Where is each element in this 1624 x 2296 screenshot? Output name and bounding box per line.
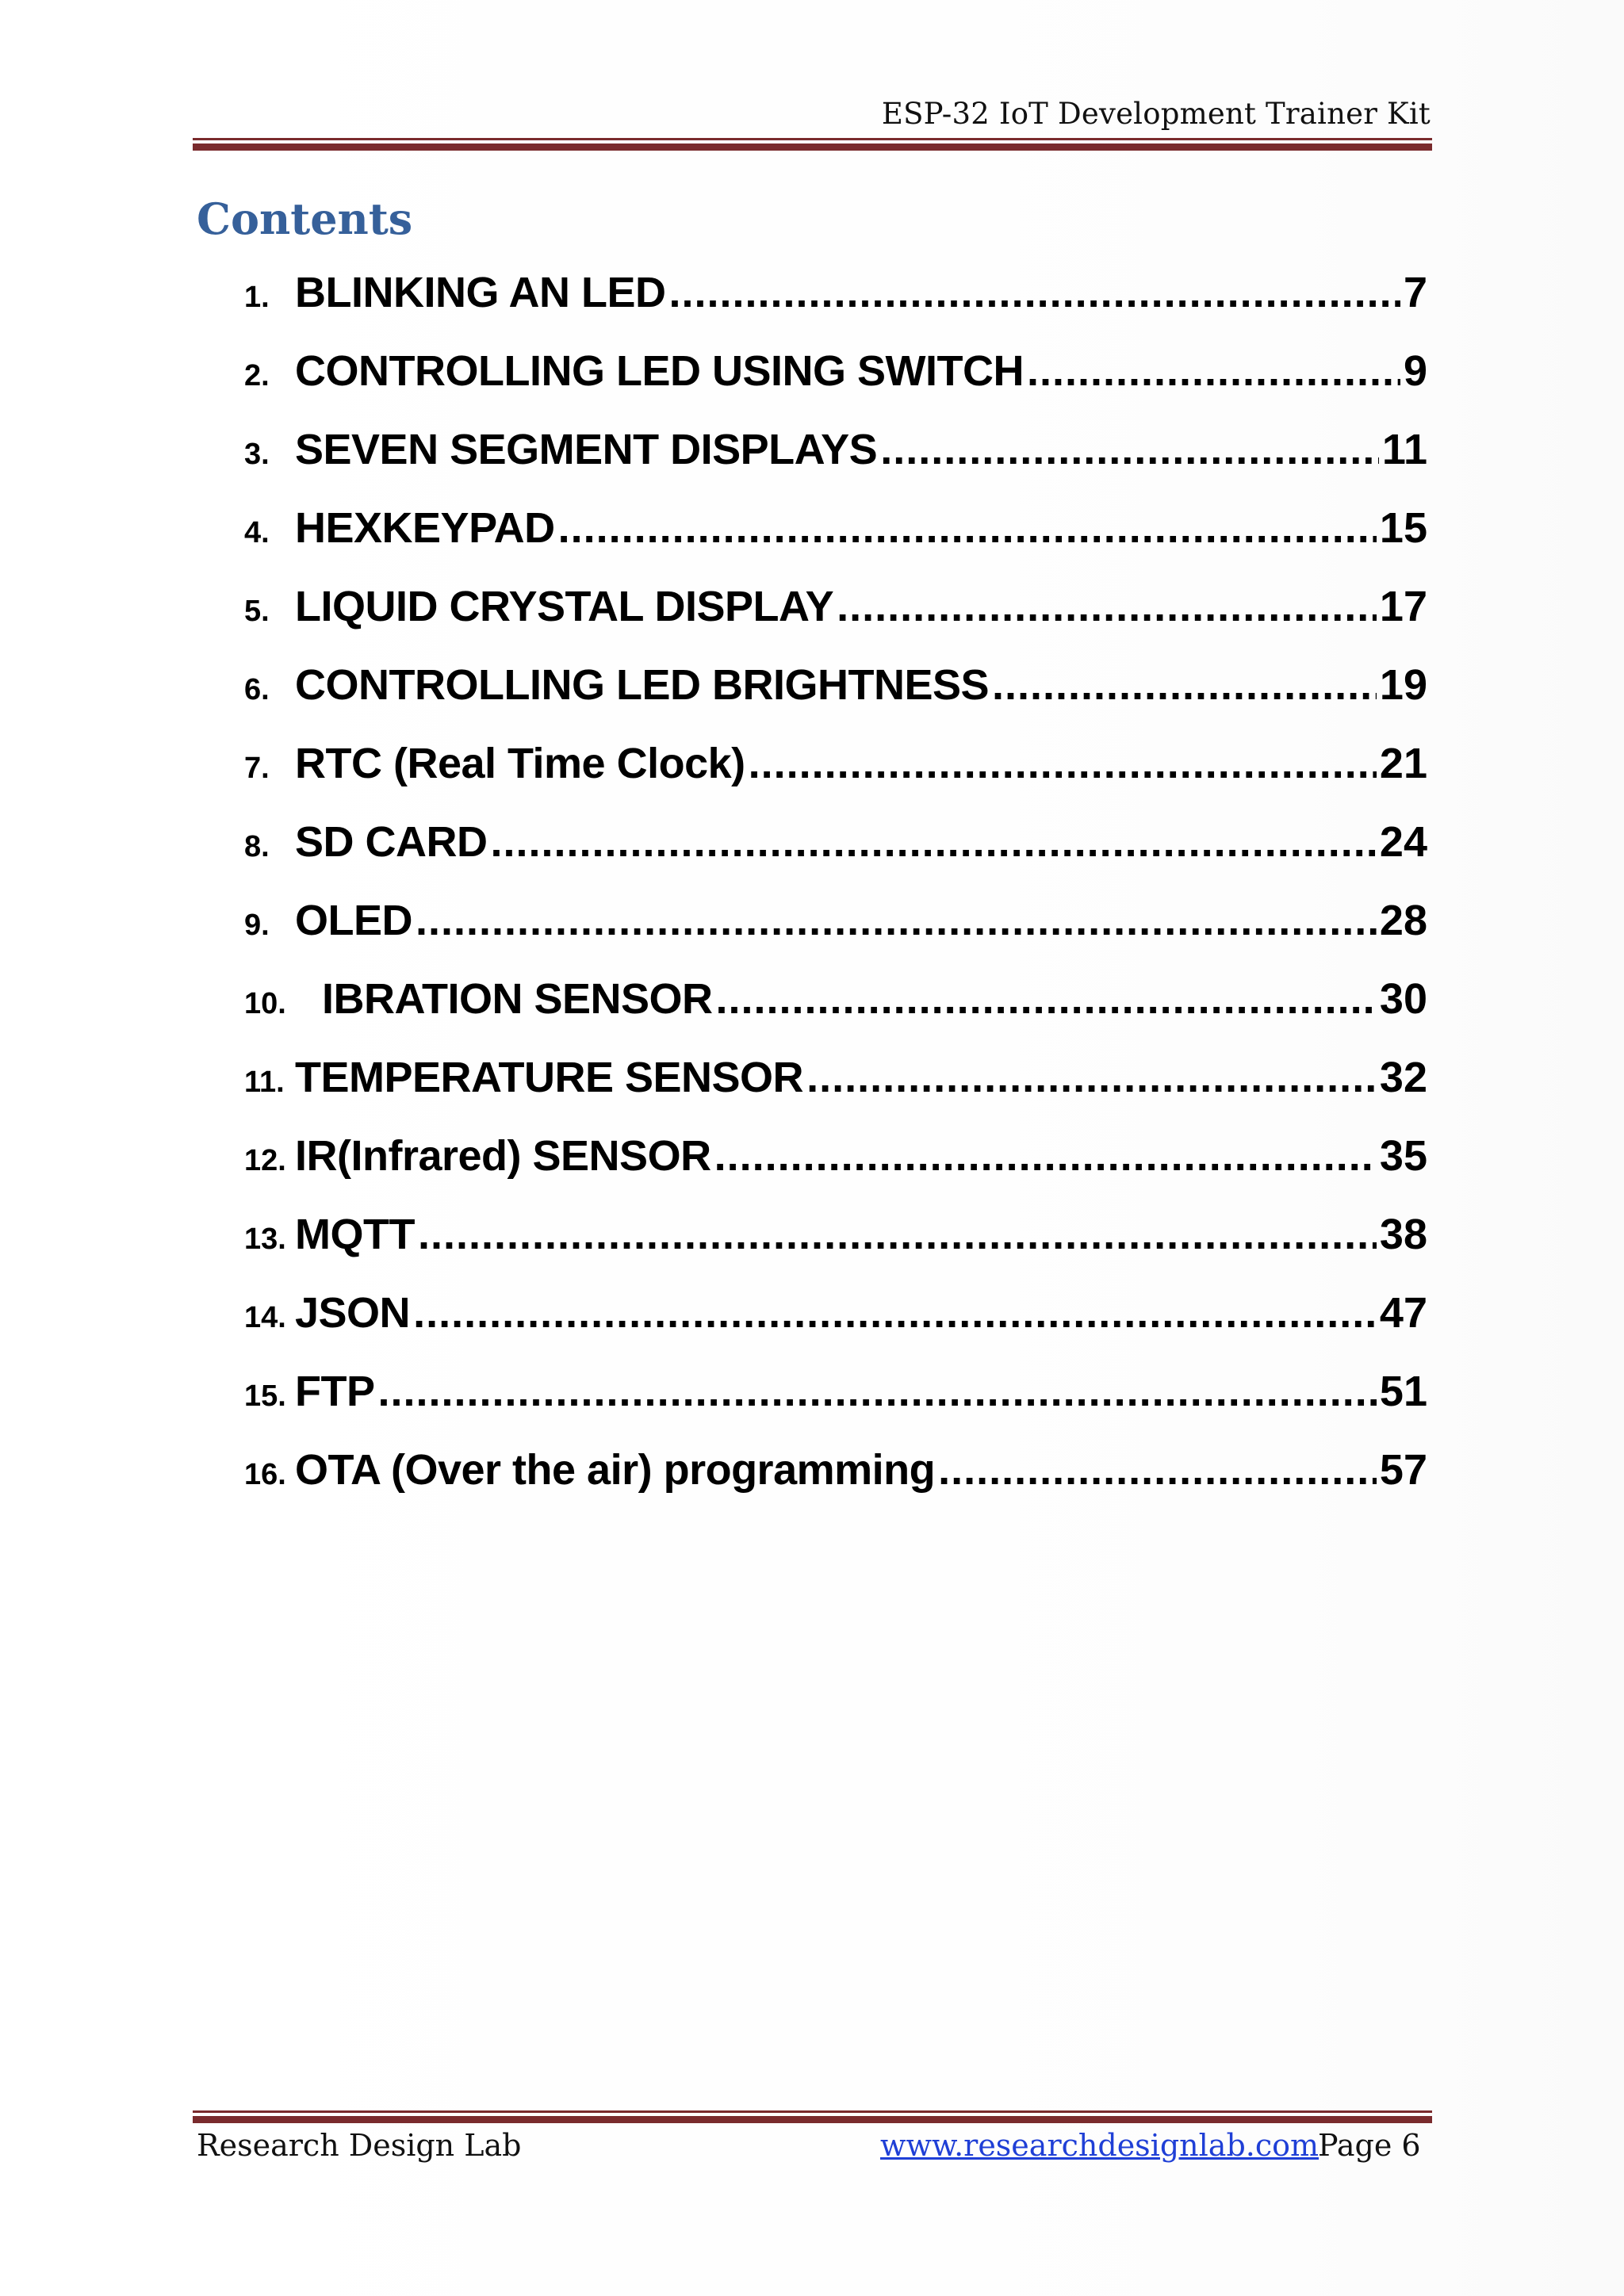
toc-entry-number: 9. (244, 909, 270, 942)
toc-entry-leader (491, 803, 1377, 882)
toc-entry-page: 7 (1403, 269, 1427, 316)
toc-entry-page: 17 (1379, 583, 1427, 630)
toc-entry-page: 28 (1379, 897, 1427, 944)
footer-rule (193, 2110, 1432, 2123)
toc-entry[interactable] (244, 646, 1427, 725)
toc-entry-page: 9 (1403, 347, 1427, 395)
header-title: ESP-32 IoT Development Trainer Kit (881, 97, 1431, 131)
table-of-contents (244, 254, 1427, 1510)
toc-entry-title: TEMPERATURE SENSOR (295, 1054, 804, 1101)
toc-entry[interactable] (244, 1196, 1427, 1274)
toc-entry[interactable] (244, 332, 1427, 411)
toc-entry-leader (938, 1431, 1377, 1510)
toc-entry-number: 8. (244, 830, 270, 863)
toc-entry-leader (749, 725, 1377, 803)
toc-entry-title: LIQUID CRYSTAL DISPLAY (295, 583, 834, 630)
toc-entry-leader (837, 568, 1377, 646)
toc-entry-number: 14. (244, 1301, 286, 1334)
toc-entry-leader (806, 1039, 1377, 1117)
toc-entry-page: 38 (1379, 1211, 1427, 1258)
toc-entry-title: JSON (295, 1289, 411, 1337)
toc-entry-page: 51 (1379, 1368, 1427, 1415)
footer-page-number: Page 6 (1318, 2128, 1421, 2163)
toc-entry-page: 21 (1379, 740, 1427, 787)
toc-entry-number: 6. (244, 673, 270, 706)
toc-entry-page: 11 (1381, 426, 1427, 473)
toc-entry-number: 1. (244, 281, 270, 314)
toc-entry[interactable] (244, 411, 1427, 489)
toc-entry-page: 15 (1379, 504, 1427, 552)
toc-entry[interactable] (244, 803, 1427, 882)
toc-entry-number: 16. (244, 1458, 286, 1491)
toc-entry-title: BLINKING AN LED (295, 269, 666, 316)
toc-entry[interactable] (244, 882, 1427, 960)
toc-entry[interactable] (244, 1039, 1427, 1117)
toc-entry-page: 47 (1379, 1289, 1427, 1337)
toc-entry-title: IBRATION SENSOR (322, 975, 713, 1023)
toc-entry[interactable] (244, 489, 1427, 568)
toc-entry-number: 15. (244, 1380, 286, 1413)
toc-entry[interactable] (244, 1431, 1427, 1510)
toc-entry-leader (558, 489, 1377, 568)
toc-entry-number: 13. (244, 1223, 286, 1256)
toc-entry-number: 3. (244, 438, 270, 471)
toc-entry-title: OTA (Over the air) programming (295, 1446, 936, 1494)
toc-entry-leader (716, 960, 1377, 1039)
toc-entry-page: 32 (1379, 1054, 1427, 1101)
toc-entry-title: HEXKEYPAD (295, 504, 555, 552)
toc-entry-title: OLED (295, 897, 413, 944)
toc-entry[interactable] (244, 254, 1427, 332)
toc-entry-leader (714, 1117, 1377, 1196)
toc-entry-number: 4. (244, 516, 270, 549)
toc-entry-title: SEVEN SEGMENT DISPLAYS (295, 426, 878, 473)
toc-entry-number: 2. (244, 359, 270, 392)
toc-entry-title: MQTT (295, 1211, 415, 1258)
toc-entry-leader (992, 646, 1377, 725)
header-rule (193, 138, 1432, 151)
toc-entry-page: 24 (1379, 818, 1427, 866)
toc-entry-number: 10. (244, 987, 286, 1020)
toc-entry-page: 19 (1379, 661, 1427, 709)
toc-entry-number: 12. (244, 1144, 286, 1177)
toc-entry-title: FTP (295, 1368, 375, 1415)
toc-entry[interactable] (244, 960, 1427, 1039)
toc-entry-leader (416, 882, 1377, 960)
toc-entry-title: CONTROLLING LED BRIGHTNESS (295, 661, 989, 709)
toc-entry-page: 57 (1379, 1446, 1427, 1494)
toc-entry-number: 5. (244, 595, 270, 628)
toc-entry[interactable] (244, 1117, 1427, 1196)
toc-entry-title: CONTROLLING LED USING SWITCH (295, 347, 1024, 395)
footer-website-link[interactable]: www.researchdesignlab.com (880, 2128, 1320, 2163)
contents-heading: Contents (197, 193, 413, 244)
toc-entry-title: IR(Infrared) SENSOR (295, 1132, 711, 1180)
toc-entry[interactable] (244, 1353, 1427, 1431)
toc-entry-title: SD CARD (295, 818, 488, 866)
toc-entry-leader (378, 1353, 1377, 1431)
toc-entry[interactable] (244, 1274, 1427, 1353)
toc-entry-number: 11. (244, 1066, 285, 1099)
toc-entry-number: 7. (244, 752, 270, 785)
toc-entry[interactable] (244, 725, 1427, 803)
toc-entry-title: RTC (Real Time Clock) (295, 740, 745, 787)
toc-entry-leader (880, 411, 1379, 489)
toc-entry-leader (668, 254, 1400, 332)
toc-entry-leader (413, 1274, 1377, 1353)
footer-company-name: Research Design Lab (197, 2128, 522, 2163)
toc-entry-leader (418, 1196, 1377, 1274)
toc-entry-page: 30 (1379, 975, 1427, 1023)
toc-entry-leader (1027, 332, 1400, 411)
toc-entry-page: 35 (1379, 1132, 1427, 1180)
toc-entry[interactable] (244, 568, 1427, 646)
